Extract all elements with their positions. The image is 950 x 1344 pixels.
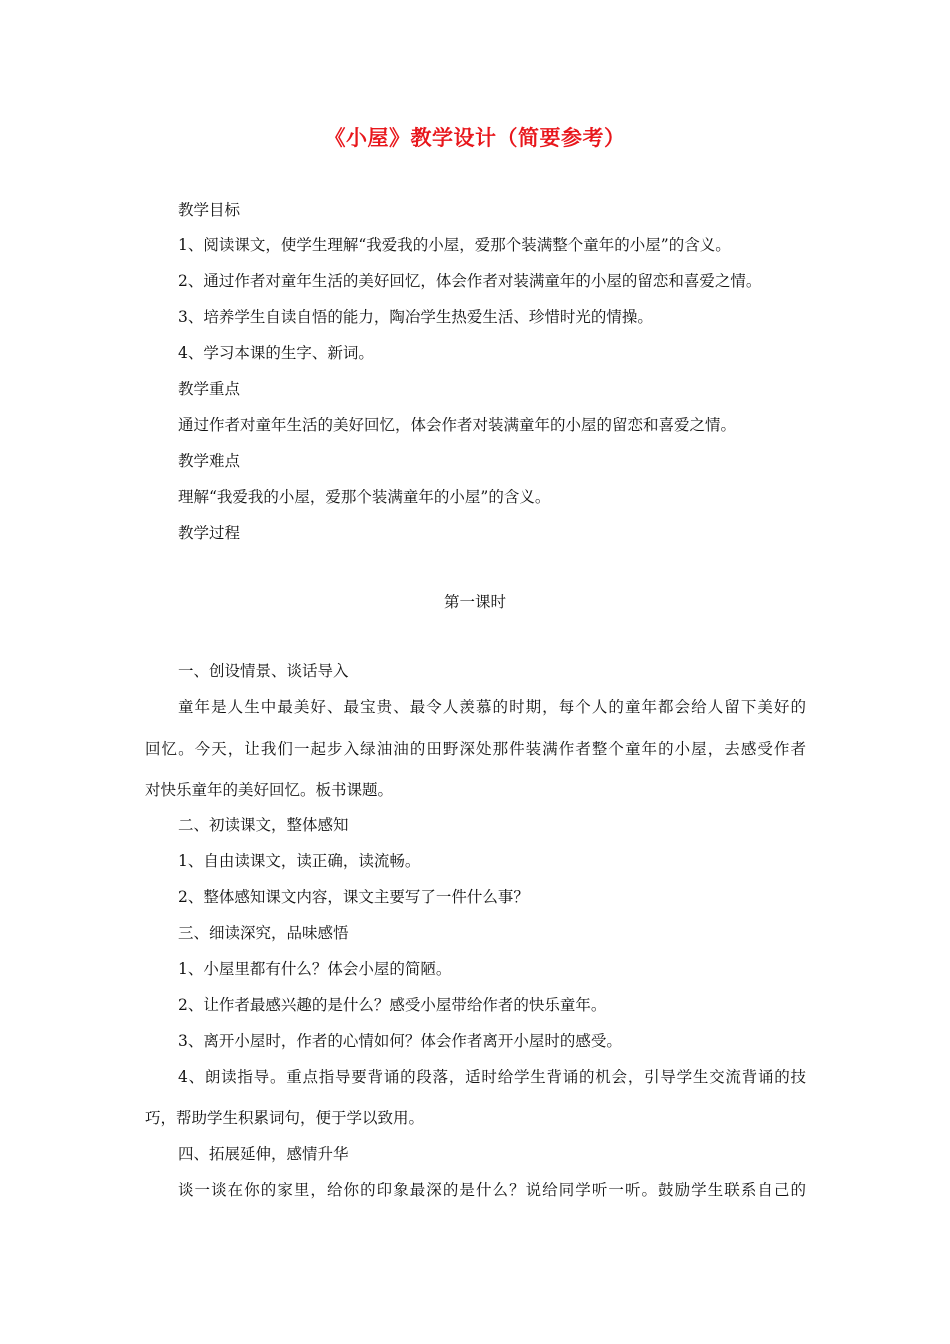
section1-heading: 一、创设情景、谈话导入 [178, 662, 349, 680]
section1-paragraph-line: 对快乐童年的美好回忆。板书课题。 [145, 781, 394, 799]
document-title: 《小屋》教学设计（简要参考） [324, 125, 626, 150]
section4-paragraph-line: 谈一谈在你的家里，给你的印象最深的是什么？说给同学听一听。鼓励学生联系自己的 [178, 1181, 806, 1199]
difficulty-heading: 教学难点 [178, 452, 241, 470]
section2-item-1: 1、自由读课文，读正确，读流畅。 [178, 852, 421, 870]
section3-item-1: 1、小屋里都有什么？体会小屋的简陋。 [178, 960, 452, 978]
section3-item-4-line: 4、朗读指导。重点指导要背诵的段落，适时给学生背诵的机会，引导学生交流背诵的技 [178, 1068, 806, 1086]
section3-heading: 三、细读深究，品味感悟 [178, 924, 349, 942]
section3-item-3: 3、离开小屋时，作者的心情如何？体会作者离开小屋时的感受。 [178, 1032, 622, 1050]
objective-item-1: 1、阅读课文，使学生理解“我爱我的小屋，爱那个装满整个童年的小屋”的含义。 [178, 236, 731, 254]
process-heading: 教学过程 [178, 524, 241, 542]
difficulty-text: 理解“我爱我的小屋，爱那个装满童年的小屋”的含义。 [178, 488, 551, 506]
section2-item-2: 2、整体感知课文内容，课文主要写了一件什么事？ [178, 888, 529, 906]
section4-heading: 四、拓展延伸，感情升华 [178, 1145, 349, 1163]
key-points-text: 通过作者对童年生活的美好回忆，体会作者对装满童年的小屋的留恋和喜爱之情。 [178, 416, 737, 434]
section3-item-2: 2、让作者最感兴趣的是什么？感受小屋带给作者的快乐童年。 [178, 996, 607, 1014]
objective-item-4: 4、学习本课的生字、新词。 [178, 344, 374, 362]
objective-item-3: 3、培养学生自读自悟的能力，陶冶学生热爱生活、珍惜时光的情操。 [178, 308, 653, 326]
section2-heading: 二、初读课文，整体感知 [178, 816, 349, 834]
section3-item-4-line: 巧，帮助学生积累词句，便于学以致用。 [145, 1109, 425, 1127]
section1-paragraph-line: 童年是人生中最美好、最宝贵、最令人羡慕的时期，每个人的童年都会给人留下美好的 [178, 698, 806, 716]
objective-item-2: 2、通过作者对童年生活的美好回忆，体会作者对装满童年的小屋的留恋和喜爱之情。 [178, 272, 762, 290]
objectives-heading: 教学目标 [178, 201, 241, 219]
key-points-heading: 教学重点 [178, 380, 241, 398]
lesson-heading: 第一课时 [443, 593, 506, 611]
section1-paragraph-line: 回忆。今天，让我们一起步入绿油油的田野深处那件装满作者整个童年的小屋，去感受作者 [145, 740, 806, 758]
